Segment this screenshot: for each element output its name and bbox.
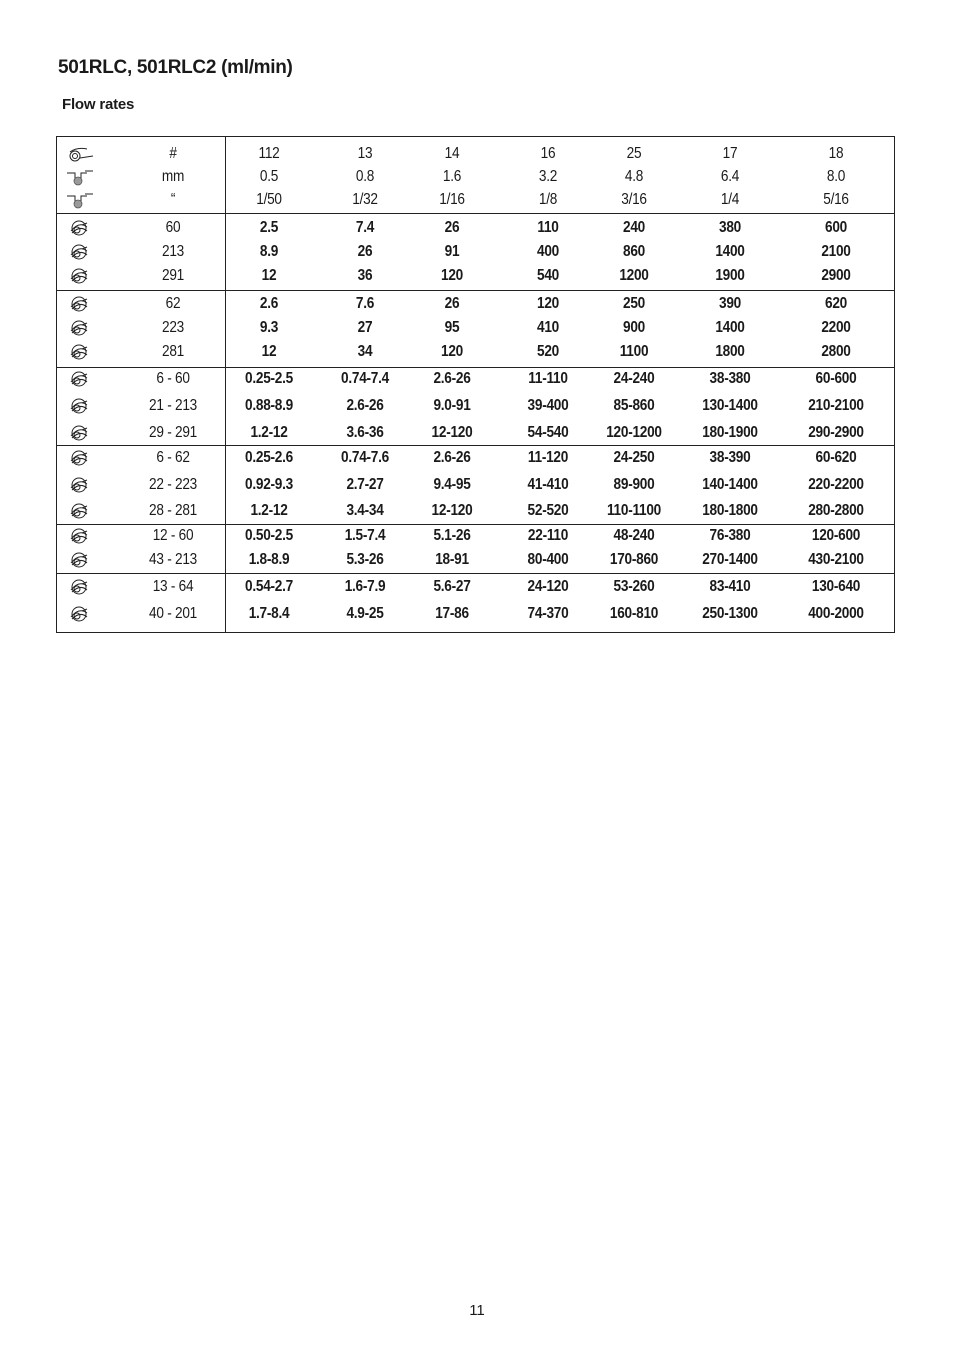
table-cell: 60-620: [815, 449, 857, 466]
row-label: 223: [162, 319, 184, 336]
table-cell: 14: [444, 145, 460, 162]
table-cell: 0.25-2.5: [245, 370, 293, 387]
table-cell: 1.5-7.4: [344, 527, 386, 544]
table-cell: 5/16: [823, 191, 849, 208]
pump-rotor-icon: [65, 370, 95, 388]
table-cell: 1.6-7.9: [344, 578, 386, 595]
row-group: [57, 524, 894, 574]
table-row: [57, 341, 894, 363]
table-row: [57, 143, 894, 165]
table-cell: 52-520: [527, 502, 569, 519]
table-cell: 2.7-27: [346, 476, 384, 493]
table-cell: 1400: [715, 319, 745, 336]
table-row: [57, 189, 894, 211]
row-label: 62: [165, 295, 181, 312]
table-cell: 41-410: [527, 476, 569, 493]
table-cell: 0.92-9.3: [245, 476, 293, 493]
table-cell: 1900: [715, 267, 745, 284]
row-label: 13 - 64: [152, 578, 194, 595]
table-cell: 34: [357, 343, 373, 360]
table-cell: 11-110: [528, 370, 568, 387]
row-label: 22 - 223: [149, 476, 197, 493]
table-cell: 0.74-7.6: [341, 449, 389, 466]
pump-rotor-icon: [65, 449, 95, 467]
table-row: [57, 525, 894, 547]
table-cell: 410: [537, 319, 559, 336]
table-cell: 600: [825, 219, 847, 236]
pump-rotor-icon: [65, 267, 95, 285]
row-group: [57, 290, 894, 368]
table-cell: 400-2000: [808, 605, 864, 622]
table-cell: 39-400: [527, 397, 569, 414]
table-cell: 240: [623, 219, 645, 236]
table-row: [57, 603, 894, 625]
table-cell: 3/16: [621, 191, 647, 208]
table-cell: 0.88-8.9: [245, 397, 293, 414]
tube-inner-diameter-inch-icon: [65, 191, 95, 209]
pump-rotor-icon: [65, 343, 95, 361]
row-group: [57, 367, 894, 446]
table-cell: 250: [623, 295, 645, 312]
table-cell: 0.25-2.6: [245, 449, 293, 466]
table-cell: 390: [719, 295, 741, 312]
table-cell: 60-600: [815, 370, 857, 387]
table-row: [57, 293, 894, 315]
pump-rotor-icon: [65, 397, 95, 415]
table-cell: 76-380: [709, 527, 751, 544]
table-cell: 400: [537, 243, 559, 260]
table-cell: 180-1800: [702, 502, 758, 519]
row-group: [57, 445, 894, 525]
table-cell: 220-2200: [808, 476, 864, 493]
table-cell: 110: [537, 219, 559, 236]
table-cell: 1/32: [352, 191, 378, 208]
row-label: 29 - 291: [149, 424, 197, 441]
table-cell: 130-640: [811, 578, 861, 595]
table-cell: 83-410: [709, 578, 751, 595]
row-label: 43 - 213: [149, 551, 197, 568]
pump-rotor-icon: [65, 578, 95, 596]
table-cell: 120: [537, 295, 559, 312]
table-cell: 2.6: [259, 295, 279, 312]
pump-rotor-icon: [65, 243, 95, 261]
table-cell: 112: [258, 145, 280, 162]
pump-rotor-icon: [65, 605, 95, 623]
row-label: 281: [162, 343, 184, 360]
table-cell: 95: [444, 319, 460, 336]
table-cell: 9.4-95: [433, 476, 471, 493]
table-cell: 1800: [715, 343, 745, 360]
table-cell: 3.4-34: [346, 502, 384, 519]
row-label: “: [170, 191, 176, 208]
table-cell: 0.54-2.7: [245, 578, 293, 595]
table-cell: 2800: [821, 343, 851, 360]
table-cell: 280-2800: [808, 502, 864, 519]
row-group: [57, 213, 894, 291]
row-label: 60: [165, 219, 181, 236]
table-cell: 250-1300: [702, 605, 758, 622]
pump-rotor-icon: [65, 527, 95, 545]
table-row: [57, 395, 894, 417]
pump-rotor-icon: [65, 319, 95, 337]
table-cell: 26: [444, 219, 460, 236]
table-cell: 18: [828, 145, 844, 162]
table-cell: 170-860: [609, 551, 659, 568]
table-cell: 36: [357, 267, 373, 284]
table-cell: 24-120: [527, 578, 569, 595]
table-cell: 1/4: [720, 191, 740, 208]
table-cell: 180-1900: [702, 424, 758, 441]
row-label: #: [169, 145, 177, 162]
table-cell: 0.5: [259, 168, 279, 185]
table-cell: 1100: [619, 343, 649, 360]
table-cell: 430-2100: [808, 551, 864, 568]
table-cell: 17-86: [435, 605, 469, 622]
table-cell: 13: [357, 145, 373, 162]
table-cell: 1.8-8.9: [248, 551, 290, 568]
table-cell: 2900: [821, 267, 851, 284]
table-row: [57, 317, 894, 339]
table-cell: 8.9: [259, 243, 279, 260]
header-group: [57, 137, 894, 213]
table-cell: 18-91: [435, 551, 469, 568]
page-title: 501RLC, 501RLC2 (ml/min): [58, 57, 293, 78]
table-row: [57, 422, 894, 444]
table-cell: 91: [444, 243, 460, 260]
table-cell: 38-390: [709, 449, 751, 466]
table-cell: 120: [441, 343, 463, 360]
table-row: [57, 500, 894, 522]
table-cell: 2.6-26: [433, 449, 471, 466]
table-cell: 1200: [619, 267, 649, 284]
table-cell: 38-380: [709, 370, 751, 387]
table-cell: 210-2100: [808, 397, 864, 414]
table-cell: 85-860: [613, 397, 655, 414]
table-row: [57, 217, 894, 239]
table-row: [57, 447, 894, 469]
flow-rates-table: [56, 136, 895, 633]
row-label: 213: [162, 243, 184, 260]
table-cell: 160-810: [609, 605, 659, 622]
table-cell: 12: [261, 267, 277, 284]
table-cell: 1.2-12: [250, 424, 288, 441]
table-cell: 0.8: [355, 168, 375, 185]
table-cell: 1.7-8.4: [248, 605, 290, 622]
table-cell: 12-120: [431, 424, 473, 441]
table-cell: 2200: [821, 319, 851, 336]
table-cell: 22-110: [527, 527, 569, 544]
table-cell: 120-600: [811, 527, 861, 544]
table-cell: 9.0-91: [433, 397, 471, 414]
table-cell: 53-260: [613, 578, 655, 595]
table-cell: 620: [825, 295, 847, 312]
table-cell: 89-900: [613, 476, 655, 493]
row-label: 28 - 281: [149, 502, 197, 519]
row-label: 21 - 213: [149, 397, 197, 414]
table-cell: 540: [537, 267, 559, 284]
pump-rotor-icon: [65, 424, 95, 442]
table-cell: 17: [722, 145, 738, 162]
table-cell: 120-1200: [606, 424, 662, 441]
row-label: mm: [161, 168, 185, 185]
pump-rotor-icon: [65, 502, 95, 520]
table-cell: 1/50: [256, 191, 282, 208]
table-cell: 0.74-7.4: [341, 370, 389, 387]
table-row: [57, 549, 894, 571]
table-row: [57, 166, 894, 188]
table-cell: 270-1400: [702, 551, 758, 568]
tube-inner-diameter-mm-icon: [65, 168, 95, 186]
pump-rotor-icon: [65, 476, 95, 494]
table-cell: 26: [357, 243, 373, 260]
table-cell: 1/16: [439, 191, 465, 208]
table-cell: 25: [626, 145, 642, 162]
table-cell: 74-370: [527, 605, 569, 622]
table-row: [57, 368, 894, 390]
table-cell: 48-240: [613, 527, 655, 544]
table-cell: 1/8: [538, 191, 558, 208]
table-cell: 130-1400: [702, 397, 758, 414]
table-cell: 5.6-27: [433, 578, 471, 595]
table-cell: 7.6: [355, 295, 375, 312]
table-cell: 290-2900: [808, 424, 864, 441]
pump-rotor-icon: [65, 551, 95, 569]
table-cell: 900: [623, 319, 645, 336]
row-label: 40 - 201: [149, 605, 197, 622]
table-cell: 5.3-26: [346, 551, 384, 568]
table-cell: 140-1400: [702, 476, 758, 493]
table-row: [57, 265, 894, 287]
table-cell: 12: [261, 343, 277, 360]
table-row: [57, 576, 894, 598]
table-cell: 26: [444, 295, 460, 312]
table-cell: 1.6: [442, 168, 462, 185]
table-cell: 2100: [821, 243, 851, 260]
table-cell: 1400: [715, 243, 745, 260]
table-cell: 3.6-36: [346, 424, 384, 441]
table-cell: 11-120: [527, 449, 569, 466]
table-cell: 7.4: [355, 219, 375, 236]
row-label: 6 - 62: [156, 449, 190, 466]
row-label: 12 - 60: [152, 527, 194, 544]
table-cell: 120: [441, 267, 463, 284]
table-cell: 3.2: [538, 168, 558, 185]
pump-rotor-icon: [65, 295, 95, 313]
table-row: [57, 241, 894, 263]
table-cell: 0.50-2.5: [245, 527, 293, 544]
table-cell: 24-250: [613, 449, 655, 466]
table-cell: 2.6-26: [433, 370, 471, 387]
table-cell: 380: [719, 219, 741, 236]
pump-rotor-icon: [65, 219, 95, 237]
table-cell: 80-400: [527, 551, 569, 568]
table-cell: 2.5: [259, 219, 279, 236]
tube-coil-icon: [65, 145, 95, 163]
table-cell: 8.0: [826, 168, 846, 185]
table-cell: 1.2-12: [250, 502, 288, 519]
table-cell: 24-240: [613, 370, 655, 387]
table-cell: 54-540: [527, 424, 569, 441]
page-number: 11: [469, 1302, 485, 1319]
row-label: 291: [162, 267, 184, 284]
table-cell: 4.9-25: [346, 605, 384, 622]
table-cell: 110-1100: [606, 502, 662, 519]
section-subtitle: Flow rates: [62, 96, 135, 113]
table-cell: 860: [623, 243, 645, 260]
table-cell: 27: [357, 319, 373, 336]
table-cell: 9.3: [259, 319, 279, 336]
table-cell: 4.8: [624, 168, 644, 185]
table-cell: 520: [537, 343, 559, 360]
table-cell: 6.4: [720, 168, 740, 185]
table-cell: 5.1-26: [433, 527, 471, 544]
row-group: [57, 573, 894, 635]
table-cell: 12-120: [431, 502, 473, 519]
table-row: [57, 474, 894, 496]
table-cell: 2.6-26: [346, 397, 384, 414]
row-label: 6 - 60: [156, 370, 190, 387]
table-cell: 16: [540, 145, 556, 162]
